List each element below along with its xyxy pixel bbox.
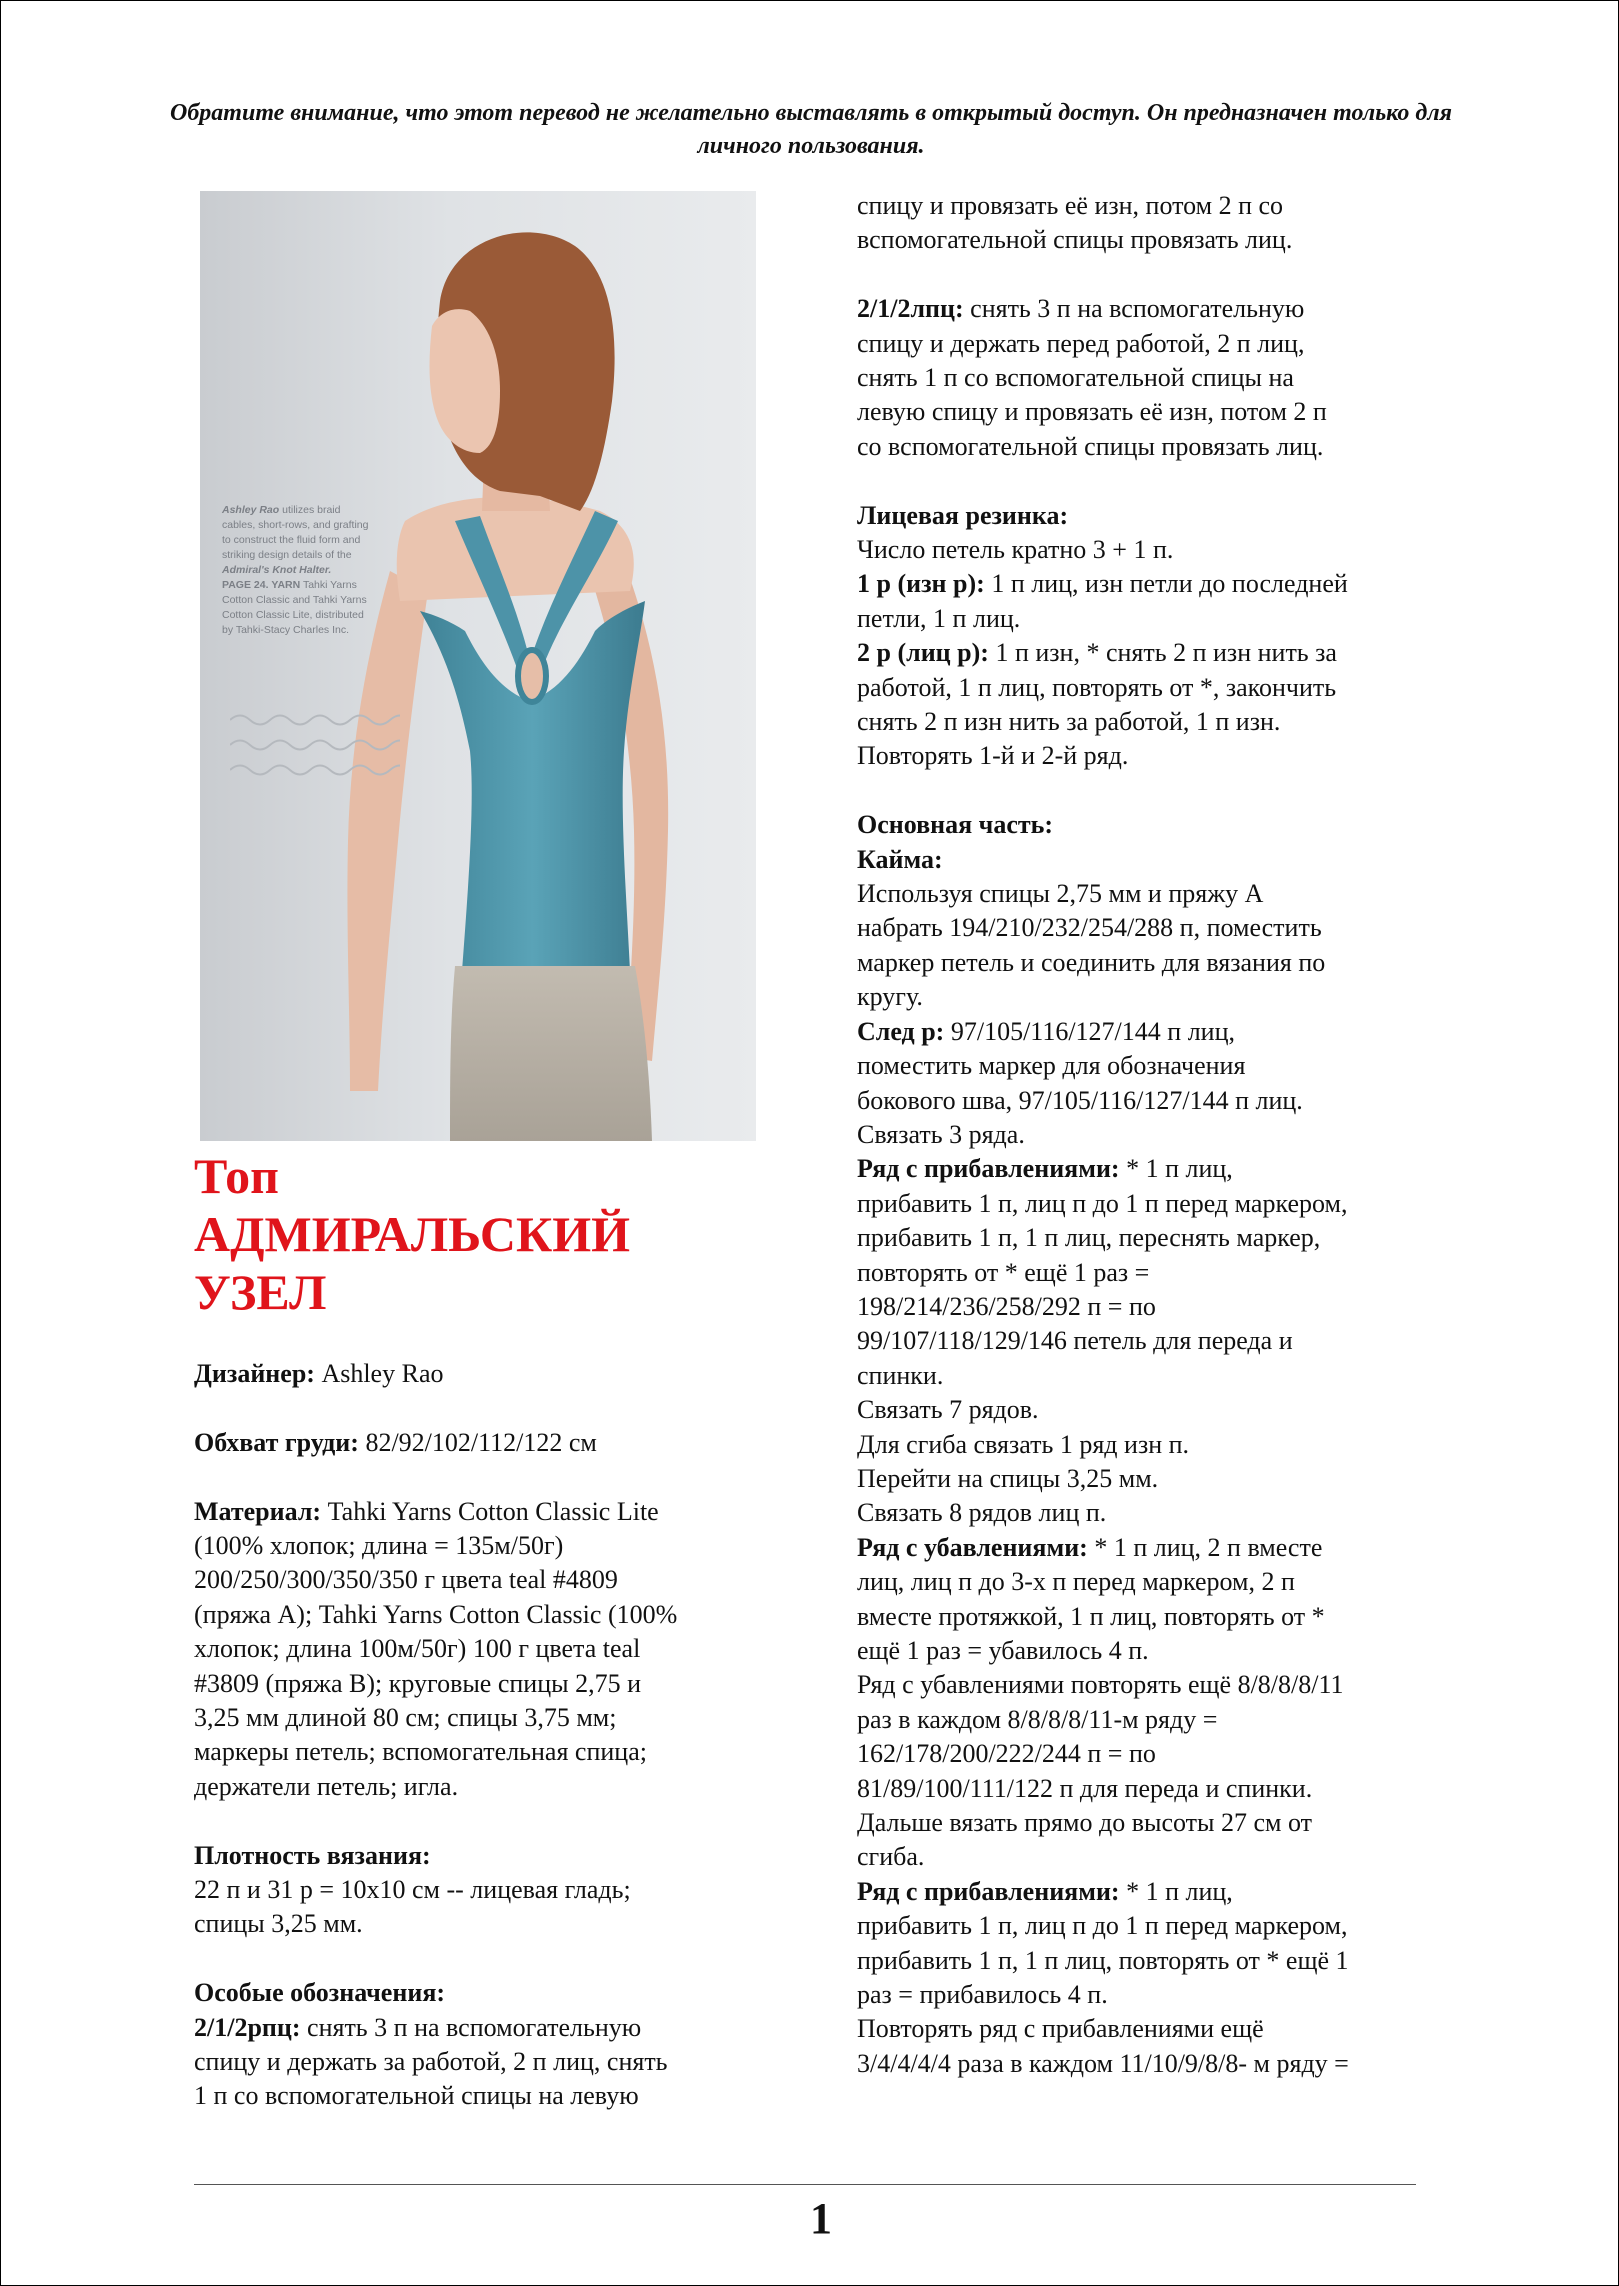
text-line: левую спицу и провязать её изн, потом 2 п — [857, 397, 1327, 427]
text-line: прибавить 1 п, лиц п до 1 п перед маркером, — [857, 1188, 1348, 1218]
text-line: Связать 8 рядов лиц п. — [857, 1498, 1107, 1528]
row1-label: 1 р (изн р): — [857, 569, 985, 599]
text-line: спицы 3,25 мм. — [194, 1909, 363, 1939]
title-line: Топ — [194, 1148, 279, 1204]
title-line: АДМИРАЛЬСКИЙ — [194, 1206, 631, 1262]
text-line: кругу. — [857, 982, 923, 1012]
text-line: 3,25 мм длиной 80 см; спицы 3,75 мм; — [194, 1703, 617, 1733]
caption-yarn-label: YARN — [271, 579, 301, 591]
left-arm — [347, 571, 428, 1091]
text-line: 22 п и 31 р = 10х10 см -- лицевая гладь; — [194, 1875, 631, 1905]
text-line: (пряжа А); Tahki Yarns Cotton Classic (100% — [194, 1599, 678, 1629]
text-line: 3/4/4/4/4 раза в каждом 11/10/9/8/8- м ряду = — [857, 2048, 1349, 2078]
text-line: раз в каждом 8/8/8/8/11-м ряду = — [857, 1704, 1218, 1734]
text-line: Связать 3 ряда. — [857, 1119, 1025, 1149]
material-line — [194, 1495, 774, 1529]
text-line: повторять от * ещё 1 раз = — [857, 1257, 1150, 1287]
caption-line: Cotton Classic and Tahki Yarns — [222, 594, 367, 606]
text-line: 81/89/100/111/122 п для переда и спинки. — [857, 1773, 1313, 1803]
rpc-label: 2/1/2рпц: — [194, 2012, 301, 2042]
model-photo — [200, 191, 756, 1141]
text-line: хлопок; длина 100м/50г) 100 г цвета teal — [194, 1634, 641, 1664]
model-figure — [200, 191, 756, 1141]
text-line: Ряд с убавлениями повторять ещё 8/8/8/8/11 — [857, 1670, 1344, 1700]
text-line: набрать 194/210/232/254/288 п, поместить — [857, 913, 1322, 943]
dec-row-label: Ряд с убавлениями: — [857, 1532, 1088, 1562]
text-line: спинки. — [857, 1360, 944, 1390]
text-line: петли, 1 п лиц. — [857, 603, 1021, 633]
text-line: Дальше вязать прямо до высоты 27 см от — [857, 1808, 1312, 1838]
text-line: маркер петель и соединить для вязания по — [857, 947, 1326, 977]
wave-decoration-3 — [230, 761, 400, 779]
caption-pattern-name: Admiral's Knot Halter. — [222, 564, 332, 576]
text-line: бокового шва, 97/105/116/127/144 п лиц. — [857, 1085, 1303, 1115]
page-number: 1 — [810, 2194, 832, 2243]
text-line: прибавить 1 п, 1 п лиц, повторять от * ещё 1 — [857, 1945, 1349, 1975]
text-line: снять 1 п со вспомогательной спицы на — [857, 363, 1294, 393]
bust-value: 82/92/102/112/122 см — [358, 1427, 597, 1457]
text-line: Перейти на спицы 3,25 мм. — [857, 1463, 1159, 1493]
caption-line: Tahki Yarns — [300, 579, 357, 591]
caption-designer: Ashley Rao — [222, 504, 280, 516]
pants — [450, 966, 652, 1141]
keyhole — [518, 650, 546, 702]
caption-line: cables, short-rows, and grafting — [222, 519, 369, 531]
text-line: работой, 1 п лиц, повторять от *, закончить — [857, 672, 1337, 702]
text-line: прибавить 1 п, лиц п до 1 п перед маркером, — [857, 1911, 1348, 1941]
text-line: снять 3 п на вспомогательную — [300, 2012, 642, 2042]
inc-row-label: Ряд с прибавлениями: — [857, 1876, 1120, 1906]
text-line: 1 п лиц, изн петли до последней — [984, 569, 1348, 599]
text-line: Повторять ряд с прибавлениями ещё — [857, 2014, 1264, 2044]
footer-divider — [194, 2184, 1416, 2185]
text-line: лиц, лиц п до 3-х п перед маркером, 2 п — [857, 1567, 1295, 1597]
text-line: снять 2 п изн нить за работой, 1 п изн. — [857, 707, 1281, 737]
text-line: сгиба. — [857, 1842, 925, 1872]
text-line: прибавить 1 п, 1 п лиц, переснять маркер, — [857, 1223, 1321, 1253]
left-column — [194, 191, 774, 2114]
bust-label: Обхват груди: — [194, 1427, 359, 1457]
text-line: (100% хлопок; длина = 135м/50г) — [194, 1531, 564, 1560]
text-line: * 1 п лиц, — [1119, 1154, 1233, 1184]
material-label: Материал: — [194, 1496, 322, 1526]
text-line: 162/178/200/222/244 п = по — [857, 1739, 1156, 1769]
special-label: Особые обозначения: — [194, 1978, 446, 2008]
text-line: Используя спицы 2,75 мм и пряжу А — [857, 879, 1264, 909]
text-line: спицу и провязать её изн, потом 2 п со — [857, 191, 1284, 220]
pattern-title — [194, 1147, 774, 1321]
row2-label: 2 р (лиц р): — [857, 638, 989, 668]
main-part-label: Основная часть: — [857, 810, 1054, 840]
text-line: Для сгиба связать 1 ряд изн п. — [857, 1429, 1190, 1459]
text-line: Число петель кратно 3 + 1 п. — [857, 535, 1174, 565]
left-text — [194, 1357, 774, 2114]
text-line: * 1 п лиц, 2 п вместе — [1087, 1532, 1323, 1562]
right-column — [857, 189, 1437, 2081]
text-line: #3809 (пряжа В); круговые спицы 2,75 и — [194, 1668, 642, 1698]
text-line: Tahki Yarns Cotton Classic Lite — [321, 1496, 659, 1526]
caption-page-label: PAGE 24. — [222, 579, 269, 591]
text-line: 198/214/236/258/292 п = по — [857, 1291, 1156, 1321]
text-line: 99/107/118/129/146 петель для переда и — [857, 1326, 1293, 1356]
text-line: раз = прибавилось 4 п. — [857, 1980, 1108, 2010]
caption-line: Cotton Classic Lite, distributed — [222, 609, 364, 621]
lpc-label: 2/1/2лпц: — [857, 294, 964, 324]
caption-line: by Tahki-Stacy Charles Inc. — [222, 624, 350, 636]
photo-caption — [222, 503, 390, 638]
gauge-label: Плотность вязания: — [194, 1840, 431, 1870]
hem-label: Кайма: — [857, 844, 943, 874]
text-line: вспомогательной спицы провязать лиц. — [857, 225, 1293, 255]
title-line: УЗЕЛ — [194, 1264, 327, 1320]
text-line: спицу и держать перед работой, 2 п лиц, — [857, 328, 1305, 358]
text-line: * 1 п лиц, — [1119, 1876, 1233, 1906]
text-line: 97/105/116/127/144 п лиц, — [944, 1016, 1235, 1046]
text-line: со вспомогательной спицы провязать лиц. — [857, 431, 1324, 461]
text-line: снять 3 п на вспомогательную — [963, 294, 1305, 324]
text-line: спицу и держать за работой, 2 п лиц, снять — [194, 2047, 668, 2077]
text-line: маркеры петель; вспомогательная спица; — [194, 1737, 647, 1767]
text-line: Связать 7 рядов. — [857, 1395, 1039, 1425]
text-line: поместить маркер для обозначения — [857, 1051, 1246, 1081]
designer-value: Ashley Rao — [314, 1359, 444, 1388]
caption-line: utilizes braid — [279, 504, 341, 516]
bust-line — [194, 1426, 774, 1460]
wave-decoration-1 — [230, 711, 400, 729]
text-line: ещё 1 раз = убавилось 4 п. — [857, 1636, 1149, 1666]
next-row-label: След р: — [857, 1016, 945, 1046]
notice-text: Обратите внимание, что этот перевод не желательно выставлять в открытый доступ. Он предназначен только для личного пользования. — [170, 100, 1452, 159]
rib-label: Лицевая резинка: — [857, 500, 1069, 530]
text-line: 1 п со вспомогательной спицы на левую — [194, 2081, 639, 2111]
text-line: 1 п изн, * снять 2 п изн нить за — [988, 638, 1337, 668]
caption-line: striking design details of the — [222, 549, 352, 561]
designer-label: Дизайнер: — [194, 1359, 315, 1388]
designer-line — [194, 1357, 774, 1391]
text-line: 200/250/300/350/350 г цвета teal #4809 — [194, 1565, 618, 1595]
inc-row-label: Ряд с прибавлениями: — [857, 1154, 1120, 1184]
text-line: Повторять 1-й и 2-й ряд. — [857, 741, 1129, 771]
wave-decoration-2 — [230, 736, 400, 754]
text-line: вместе протяжкой, 1 п лиц, повторять от * — [857, 1601, 1325, 1631]
text-line: держатели петель; игла. — [194, 1771, 459, 1801]
caption-line: to construct the fluid form and — [222, 534, 361, 546]
